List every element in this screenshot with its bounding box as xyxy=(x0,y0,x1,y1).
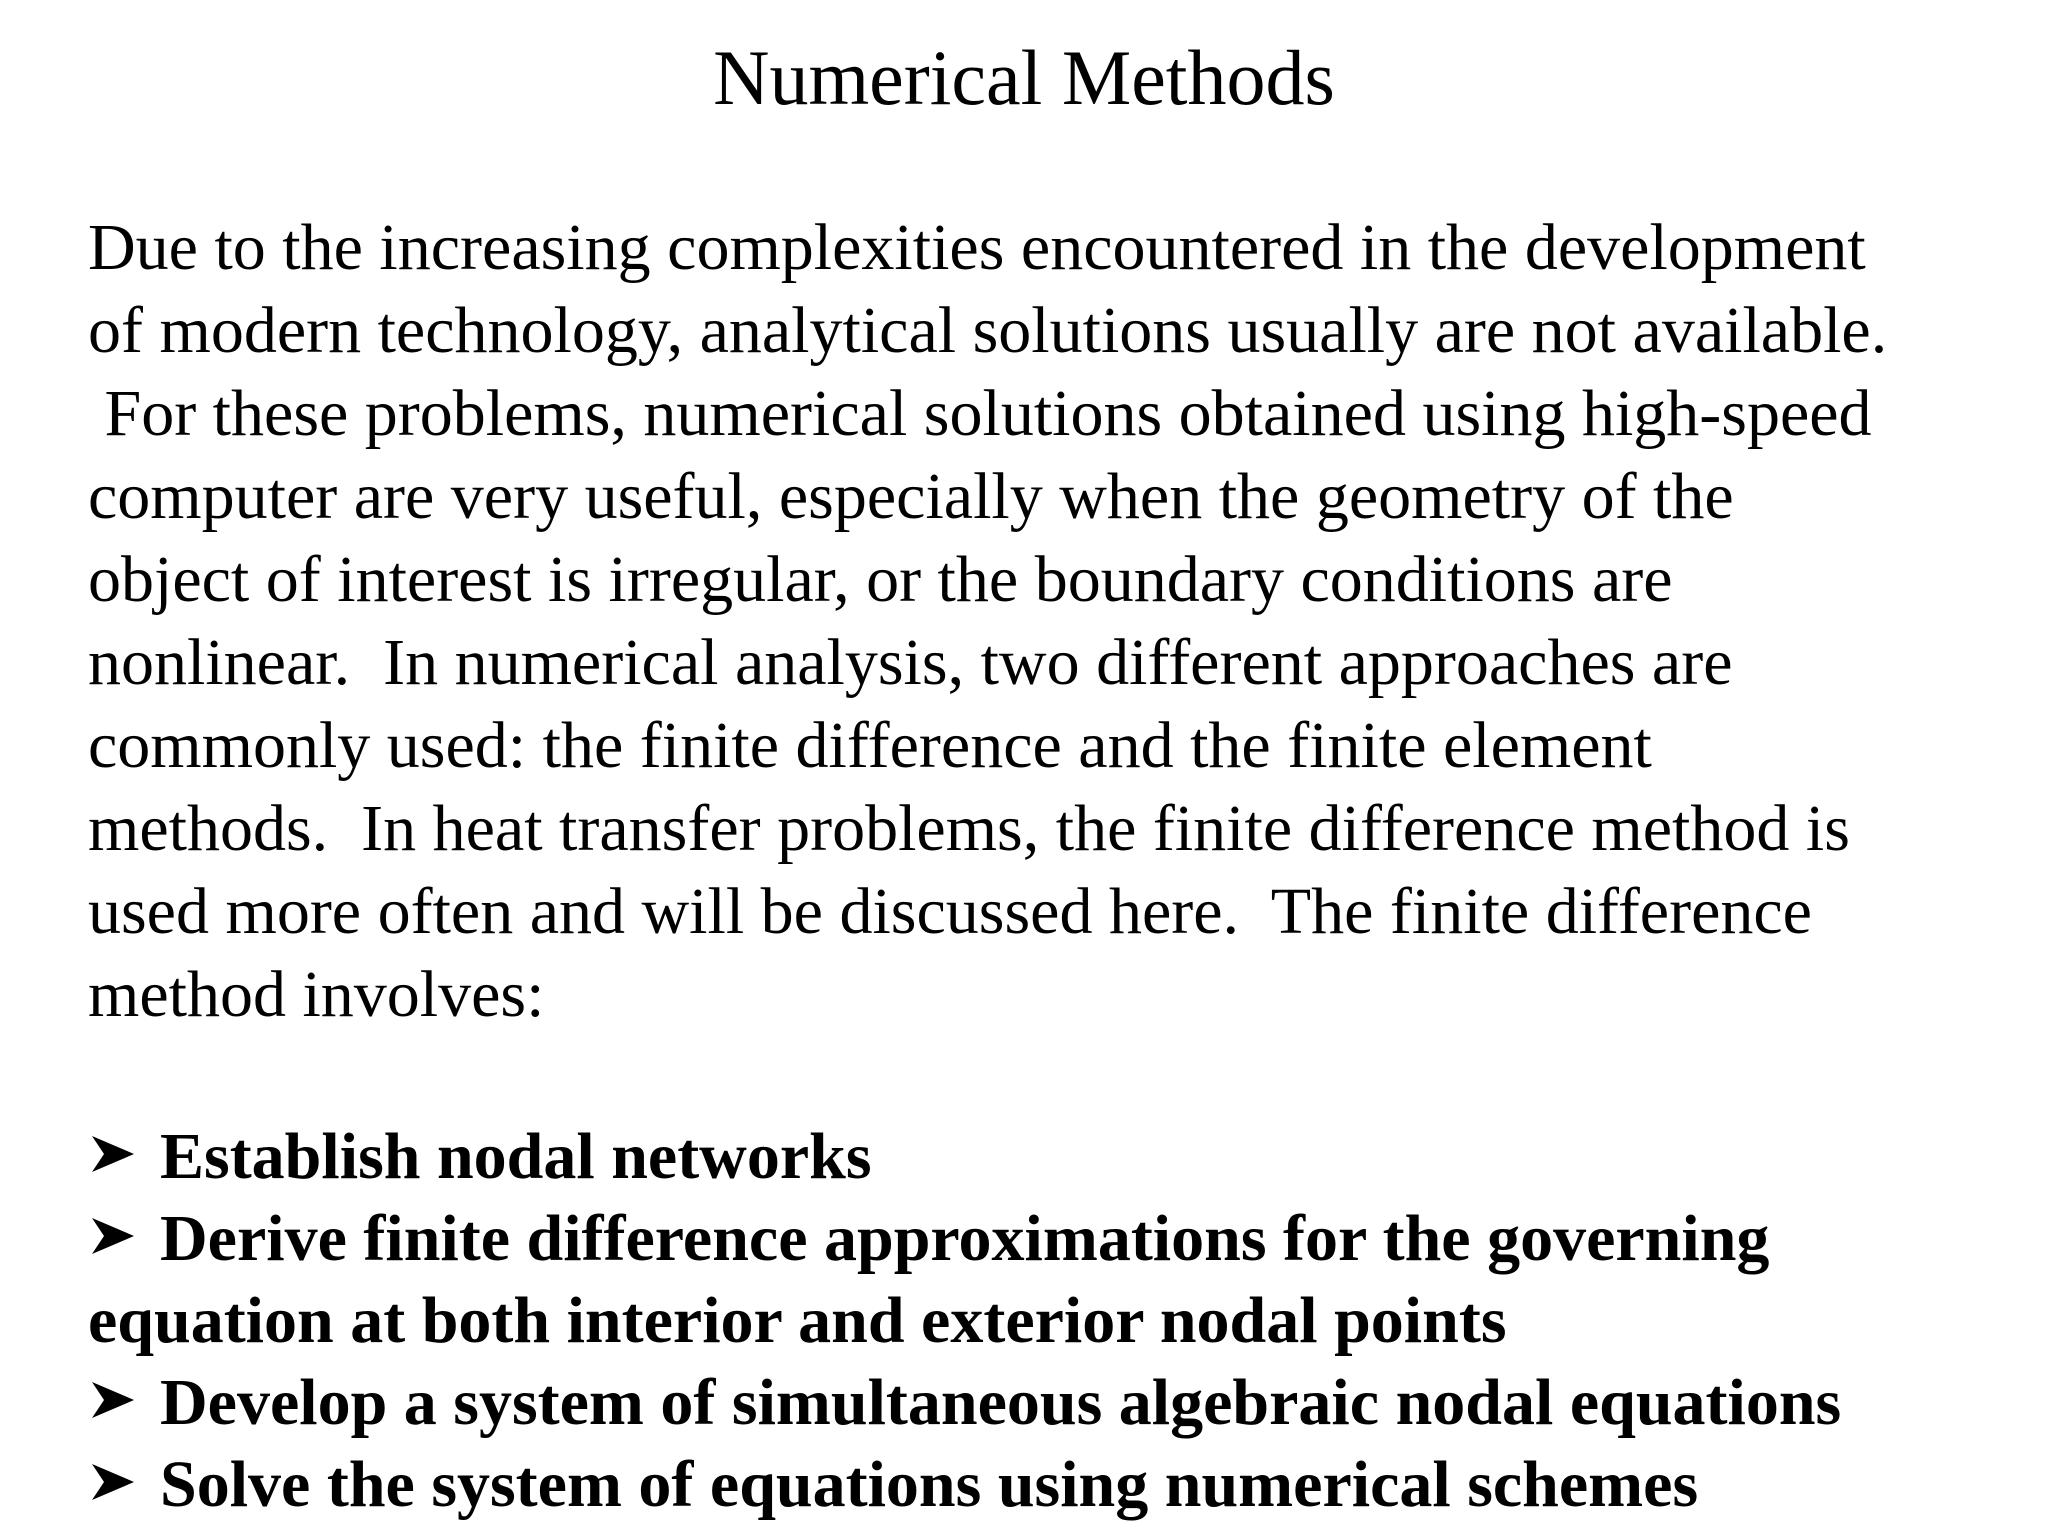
paragraph-line: computer are very useful, especially when the geometry of the xyxy=(88,460,1734,533)
list-item xyxy=(88,1198,2008,1362)
paragraph-line: Due to the increasing complexities encountered in the development xyxy=(88,211,1866,284)
list-item xyxy=(88,1116,2008,1198)
step-text-continued: equation at both interior and exterior nodal points xyxy=(88,1284,1507,1357)
paragraph-line: methods. In heat transfer problems, the finite difference method is xyxy=(88,792,1850,865)
step-text: Derive finite difference approximations for the governing xyxy=(160,1202,1770,1275)
list-item xyxy=(88,1444,2008,1526)
intro-paragraph xyxy=(88,206,2008,1036)
step-text: Solve the system of equations using numerical schemes xyxy=(160,1448,1699,1521)
paragraph-line: object of interest is irregular, or the boundary conditions are xyxy=(88,543,1673,616)
paragraph-line: commonly used: the finite difference and the finite element xyxy=(88,709,1652,782)
step-text: Establish nodal networks xyxy=(160,1120,872,1193)
paragraph-line: nonlinear. In numerical analysis, two different approaches are xyxy=(88,626,1733,699)
paragraph-line: of modern technology, analytical solutions usually are not available. xyxy=(88,294,1888,367)
step-text: Develop a system of simultaneous algebraic nodal equations xyxy=(160,1366,1842,1439)
paragraph-line: method involves: xyxy=(88,958,545,1031)
steps-list xyxy=(88,1116,2008,1526)
page-title: Numerical Methods xyxy=(713,34,1335,121)
paragraph-line: For these problems, numerical solutions obtained using high-speed xyxy=(88,377,1872,450)
list-item xyxy=(88,1362,2008,1444)
paragraph-line: used more often and will be discussed here. The finite difference xyxy=(88,875,1812,948)
